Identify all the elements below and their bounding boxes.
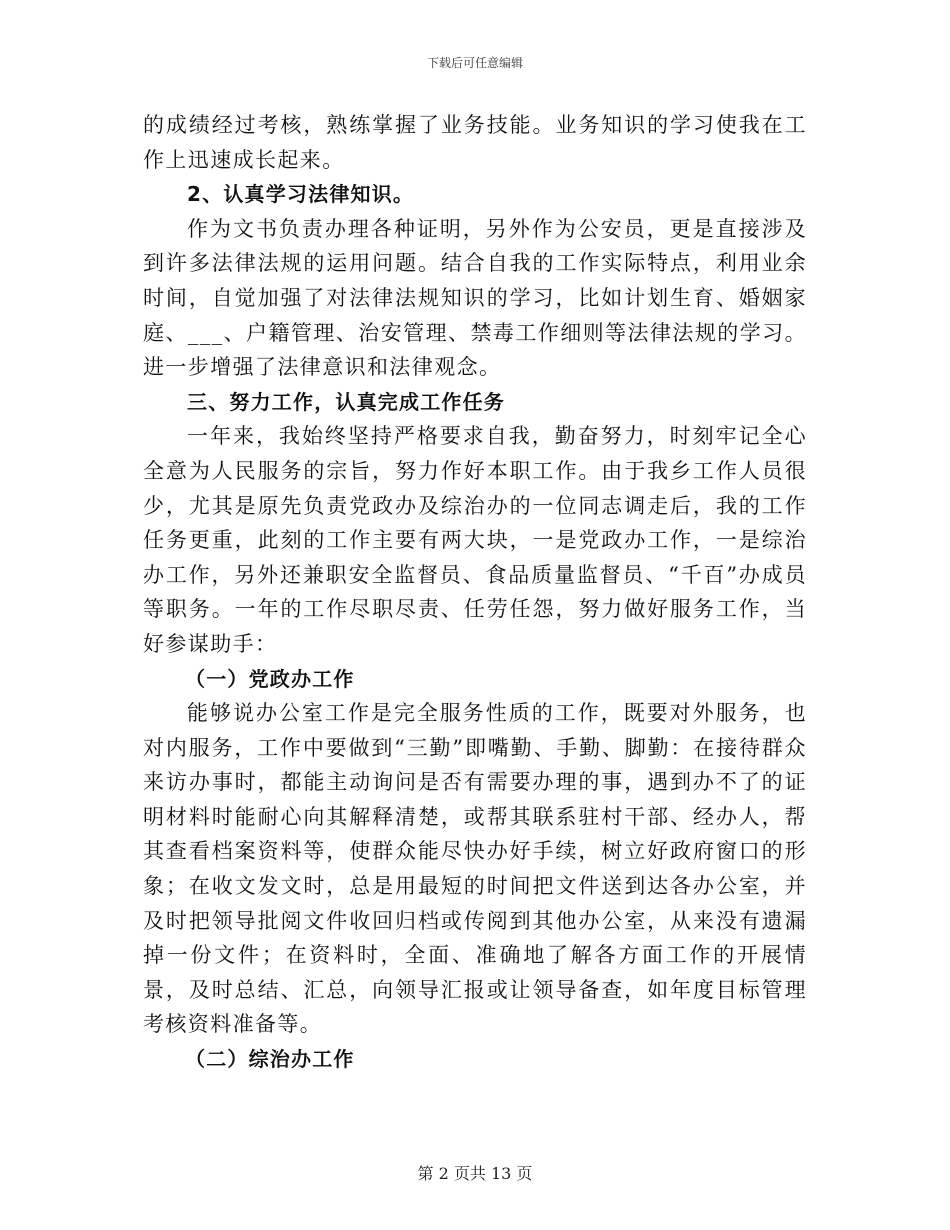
subsection-heading-comprehensive-office: （二）综治办工作 <box>185 1047 355 1072</box>
paragraph-law-study: 作为文书负责办理各种证明，另外作为公安员，更是直接涉及到许多法律法规的运用问题。结合自我的工作实际特点，利用业余时间，自觉加强了对法律法规知识的学习，比如计划生育、婚姻家庭、___、户籍管理、治安管理、禁毒工作细则等法律法规的学习。进一步增强了法律意识和法律观念。 <box>143 216 807 380</box>
page-header: 下载后可任意编辑 <box>426 56 523 70</box>
paragraph-continuation: 的成绩经过考核，熟练掌握了业务技能。业务知识的学习使我在工作上迅速成长起来。 <box>143 113 807 172</box>
document-body <box>143 108 807 1077</box>
page-footer: 第 2 页共 13 页 <box>417 1164 533 1183</box>
subsection-heading-party-office: （一）党政办工作 <box>185 666 355 691</box>
section-heading-law-study: 2、认真学习法律知识。 <box>187 182 415 207</box>
section-heading-work-tasks: 三、努力工作，认真完成工作任务 <box>187 389 505 414</box>
paragraph-work-tasks: 一年来，我始终坚持严格要求自我，勤奋努力，时刻牢记全心全意为人民服务的宗旨，努力作好本职工作。由于我乡工作人员很少，尤其是原先负责党政办及综治办的一位同志调走后，我的工作任务更重，此刻的工作主要有两大块，一是党政办工作，一是综治办工作，另外还兼职安全监督员、食品质量监督员、“千百”办成员等职务。一年的工作尽职尽责、任劳任怨，努力做好服务工作，当好参谋助手： <box>143 424 807 656</box>
paragraph-party-office: 能够说办公室工作是完全服务性质的工作，既要对外服务，也对内服务，工作中要做到“三勤”即嘴勤、手勤、脚勤：在接待群众来访办事时，都能主动询问是否有需要办理的事，遇到办不了的证明材料时能耐心向其解释清楚，或帮其联系驻村干部、经办人，帮其查看档案资料等，使群众能尽快办好手续，树立好政府窗口的形象；在收文发文时，总是用最短的时间把文件送到达各办公室，并及时把领导批阅文件收回归档或传阅到其他办公室，从来没有遗漏掉一份文件；在资料时，全面、准确地了解各方面工作的开展情景，及时总结、汇总，向领导汇报或让领导备查，如年度目标管理考核资料准备等。 <box>143 701 807 1037</box>
